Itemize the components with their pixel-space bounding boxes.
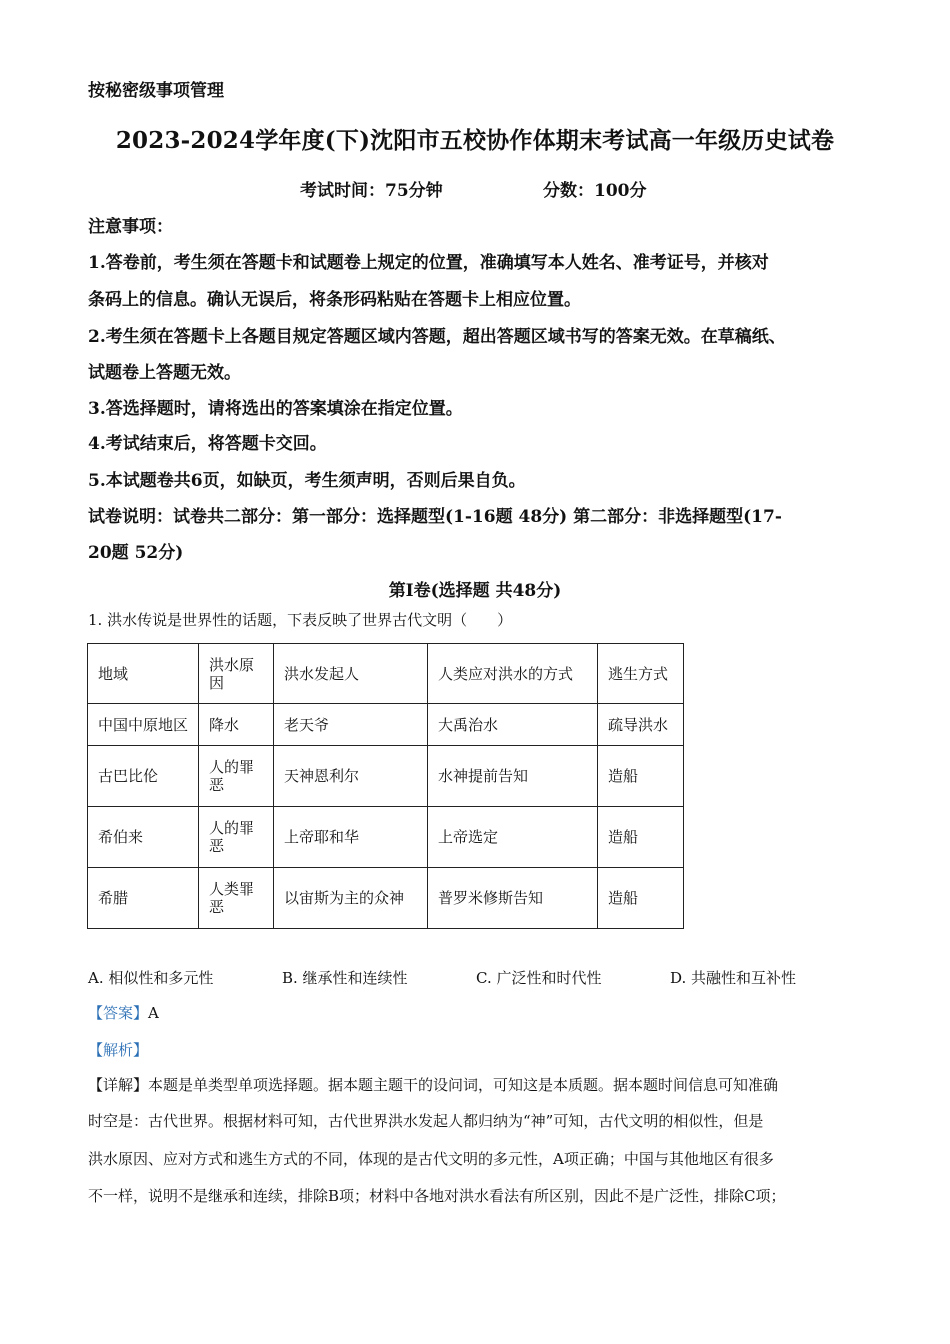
table-cell: 以宙斯为主的众神 [274, 868, 428, 929]
table-cell: 普罗米修斯告知 [428, 868, 598, 929]
table-cell: 人的罪恶 [199, 807, 274, 868]
flood-table [87, 643, 684, 929]
option-d: D. 共融性和互补性 [670, 969, 797, 987]
option-b: B. 继承性和连续性 [282, 969, 408, 987]
note-line: 20题 52分) [88, 543, 184, 563]
answer-value: A [148, 1004, 159, 1022]
table-cell: 人的罪恶 [199, 746, 274, 807]
table-cell: 水神提前告知 [428, 746, 598, 807]
header-cell: 人类应对洪水的方式 [428, 644, 598, 704]
notes-heading: 注意事项： [88, 217, 173, 237]
note-line: 2.考生须在答题卡上各题目规定答题区域内答题，超出答题区域书写的答案无效。在草稿纸、 [88, 327, 786, 347]
note-line: 4.考试结束后，将答题卡交回。 [88, 434, 327, 454]
detail-line: 不一样，说明不是继承和连续，排除B项；材料中各地对洪水看法有所区别，因此不是广泛性，排除C项； [88, 1187, 786, 1205]
detail-line: 【详解】本题是单类型单项选择题。据本题主题干的设问词，可知这是本质题。据本题时间信息可知准确 [88, 1076, 779, 1094]
header-cell: 逃生方式 [598, 644, 684, 704]
answer-line [88, 1002, 159, 1023]
table-cell: 造船 [598, 746, 684, 807]
option-c: C. 广泛性和时代性 [476, 969, 602, 987]
option-a: A. 相似性和多元性 [88, 969, 214, 987]
table-row [88, 807, 684, 868]
table-cell: 上帝耶和华 [274, 807, 428, 868]
table-cell: 天神恩利尔 [274, 746, 428, 807]
detail-line: 时空是：古代世界。根据材料可知，古代世界洪水发起人都归纳为“神”可知，古代文明的相似性，但是 [88, 1112, 764, 1130]
header-cell: 地域 [88, 644, 199, 704]
detail-line: 洪水原因、应对方式和逃生方式的不同，体现的是古代文明的多元性，A项正确；中国与其他地区有很多 [88, 1150, 774, 1168]
secret-label: 按秘密级事项管理 [88, 81, 224, 101]
table-row [88, 704, 684, 746]
table-cell: 疏导洪水 [598, 704, 684, 746]
table-cell: 希腊 [88, 868, 199, 929]
exam-score: 分数：100分 [543, 181, 647, 201]
answer-label: 【答案】 [88, 1004, 149, 1022]
table-row [88, 868, 684, 929]
table-header-row [88, 644, 684, 704]
table-cell: 降水 [199, 704, 274, 746]
table-cell: 上帝选定 [428, 807, 598, 868]
table-cell: 老天爷 [274, 704, 428, 746]
header-cell: 洪水发起人 [274, 644, 428, 704]
question-stem: 1. 洪水传说是世界性的话题，下表反映了世界古代文明（ ） [88, 611, 513, 629]
note-line: 1.答卷前，考生须在答题卡和试题卷上规定的位置，准确填写本人姓名、准考证号，并核对 [88, 253, 769, 273]
table-row [88, 746, 684, 807]
table-cell: 人类罪恶 [199, 868, 274, 929]
section-title: 第Ⅰ卷(选择题 共48分) [388, 581, 562, 601]
table-cell: 大禹治水 [428, 704, 598, 746]
table-cell: 希伯来 [88, 807, 199, 868]
table-cell: 造船 [598, 807, 684, 868]
exam-time: 考试时间：75分钟 [300, 181, 443, 201]
note-line: 试卷说明：试卷共二部分：第一部分：选择题型(1-16题 48分) 第二部分：非选择题型(17- [88, 507, 782, 527]
note-line: 5.本试题卷共6页，如缺页，考生须声明，否则后果自负。 [88, 471, 526, 491]
table-cell: 中国中原地区 [88, 704, 199, 746]
table-cell: 造船 [598, 868, 684, 929]
note-line: 3.答选择题时，请将选出的答案填涂在指定位置。 [88, 399, 463, 419]
table-cell: 古巴比伦 [88, 746, 199, 807]
note-line: 条码上的信息。确认无误后，将条形码粘贴在答题卡上相应位置。 [88, 290, 581, 310]
note-line: 试题卷上答题无效。 [88, 363, 241, 383]
exam-title: 2023-2024学年度(下)沈阳市五校协作体期末考试高一年级历史试卷 [115, 127, 835, 154]
analysis-label: 【解析】 [88, 1041, 149, 1059]
header-cell: 洪水原因 [199, 644, 274, 704]
